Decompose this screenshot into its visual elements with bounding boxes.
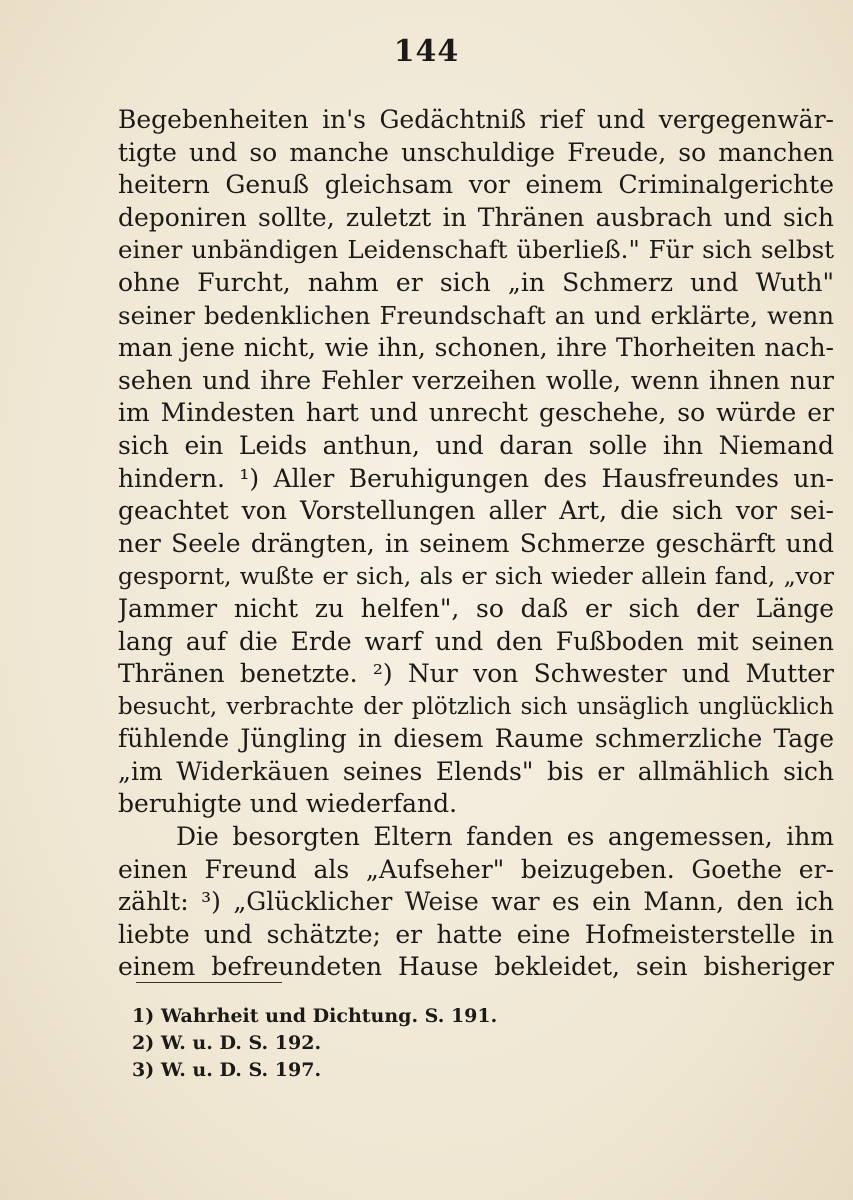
text-line: im Mindesten hart und unrecht geschehe, so würde er (118, 398, 834, 428)
text-line: seiner bedenklichen Freundschaft an und erklärte, wenn (118, 300, 834, 330)
text-line: sich ein Leids anthun, und daran solle ihn Niemand (118, 430, 834, 460)
text-line: liebte und schätzte; er hatte eine Hofmeisterstelle in (118, 919, 834, 949)
text-line: deponiren sollte, zuletzt in Thränen ausbrach und sich (118, 202, 834, 232)
text-line: heitern Genuß gleichsam vor einem Criminalgerichte (118, 170, 834, 200)
text-line: ner Seele drängten, in seinem Schmerze geschärft und (118, 528, 834, 558)
footnote: 2) W. u. D. S. 192. (132, 1032, 322, 1054)
text-line: gespornt, wußte er sich, als er sich wieder allein fand, „vor (118, 562, 834, 591)
text-line: sehen und ihre Fehler verzeihen wolle, wenn ihnen nur (118, 365, 834, 395)
text-line: besucht, verbrachte der plötzlich sich unsäglich unglücklich (118, 693, 834, 720)
page-number: 144 (393, 34, 460, 69)
text-line: zählt: ³) „Glücklicher Weise war es ein Mann, den ich (118, 887, 834, 917)
text-line: „im Widerkäuen seines Elends" bis er allmählich sich (118, 756, 834, 786)
footnote-separator (136, 982, 282, 983)
paragraph-start-line: Die besorgten Eltern fanden es angemessen, ihm (176, 822, 834, 852)
footnote: 1) Wahrheit und Dichtung. S. 191. (132, 1005, 498, 1027)
text-line: man jene nicht, wie ihn, schonen, ihre Thorheiten nach- (118, 333, 834, 363)
text-line: lang auf die Erde warf und den Fußboden mit seinen (118, 626, 834, 656)
text-line: fühlende Jüngling in diesem Raume schmerzliche Tage (118, 724, 834, 754)
text-line: tigte und so manche unschuldige Freude, so manchen (118, 137, 834, 167)
text-line: einem befreundeten Hause bekleidet, sein bisheriger (118, 952, 834, 982)
text-line: einen Freund als „Aufseher" beizugeben. Goethe er- (118, 854, 834, 884)
text-line: hindern. ¹) Aller Beruhigungen des Hausfreundes un- (118, 463, 834, 493)
footnotes (132, 1003, 632, 1084)
text-line: geachtet von Vorstellungen aller Art, die sich vor sei- (118, 496, 834, 526)
body-text (118, 104, 834, 984)
paragraph-end-line: beruhigte und wiederfand. (118, 789, 458, 819)
text-line: einer unbändigen Leidenschaft überließ." Für sich selbst (118, 235, 834, 265)
text-line: Thränen benetzte. ²) Nur von Schwester und Mutter (118, 659, 834, 689)
text-line: ohne Furcht, nahm er sich „in Schmerz und Wuth" (118, 267, 834, 297)
text-line: Jammer nicht zu helfen", so daß er sich der Länge (118, 593, 834, 623)
footnote: 3) W. u. D. S. 197. (132, 1059, 322, 1081)
text-line: Begebenheiten in's Gedächtniß rief und vergegenwär- (118, 105, 834, 134)
